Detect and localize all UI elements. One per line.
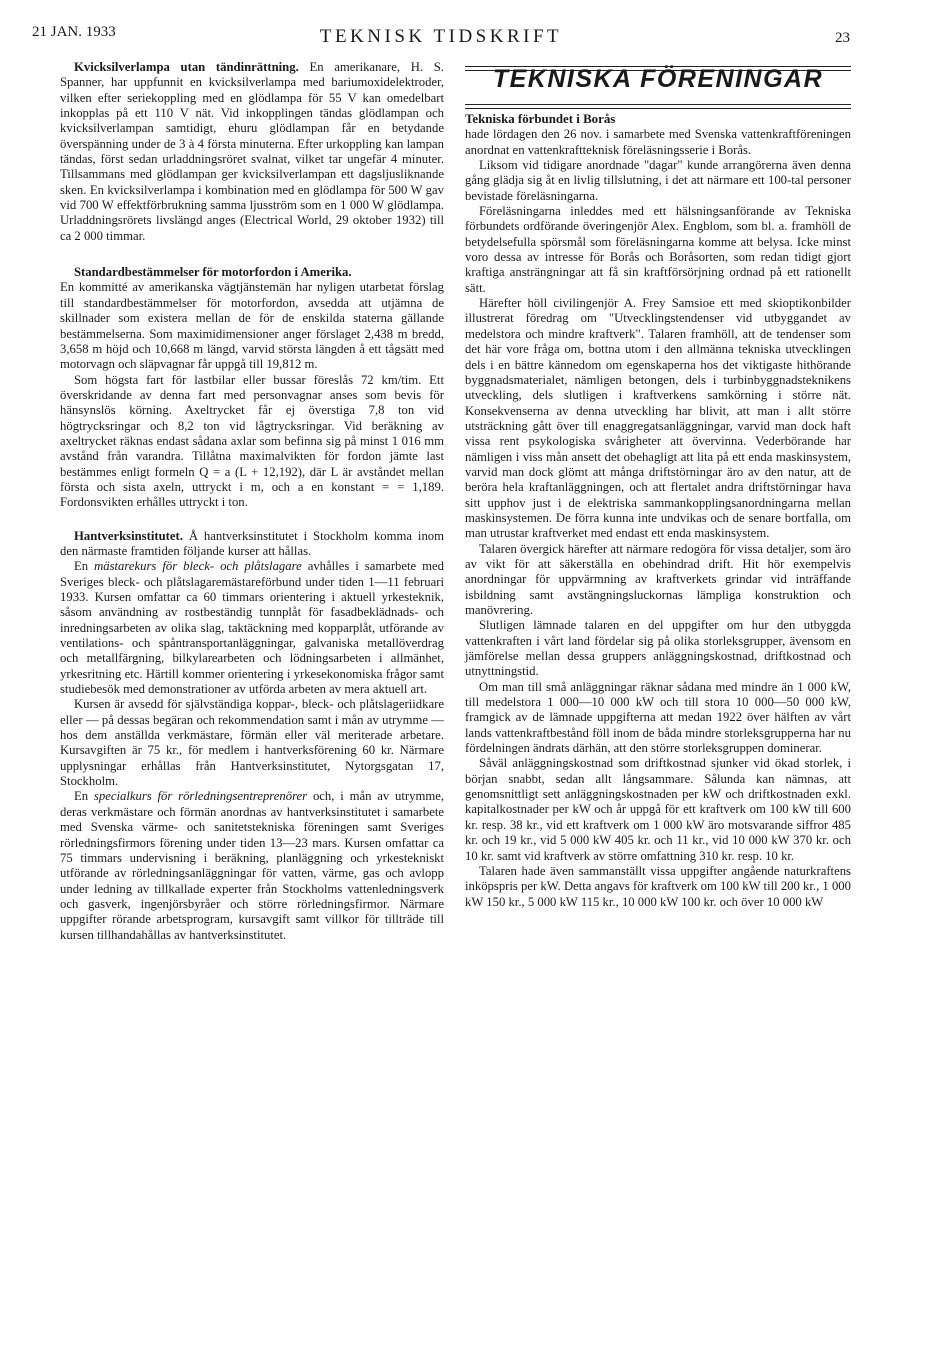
left-column (60, 60, 444, 943)
article-heading: Kvicksilverlampa utan tändinrättning. (74, 60, 299, 74)
article-heading: Hantverksinstitutet. (74, 528, 183, 543)
banner-rule (465, 108, 851, 109)
article-paragraph: Härefter höll civilingenjör A. Frey Samsioe ett med skioptikonbilder illustrerat föredrag om "Utvecklingstendenser vid utbyggandet av medelstora och mindre kraftverk". Talaren framhöll, att de tendenser som det här vore fråga om, bottna utom i den allmänna tekniska utvecklingen dels i en bättre kännedom om egenskaperna hos det viktigaste hithörande byggnadsmaterialet, nämligen betongen, dels i turbinbyggnadsteknikens utveckling, dels slutligen i kraftverkens samkörning i större nät. Konsekvenserna av denna utveckling har blivit, att man i allt större utsträckning gått över till enaggregatsanläggningar, varvid man dock haft vissa rent psykologiska svårigheter att övervinna. Vederbörande har nämligen i viss mån ansett det obehagligt att lita på ett enda maskinsystem, varvid man dock glömt att många driftstörningar äro av den natur, att de beröra hela kraftanläggningen, och att flertalet andra driftstörningar hava sitt upphov just i de elektriska sammankopplingsanordningarna mellan maskinsystemen. De förra kunna inte undvikas och de senare bortfalla, om man utrustar kraftverket med endast ett enda maskinsystem. (465, 296, 851, 541)
article-heading: Standardbestämmelser för motorfordon i Amerika. (74, 265, 352, 280)
article-standard (60, 265, 444, 511)
article-paragraph (60, 789, 444, 942)
paragraph-rest: och, i mån av utrymme, deras verkmästare och förmän anordnas av hantverksinstitutet i samarbete med Svenska värme- och sanitetstekniska föreningen samt Sveriges rörledningsfirmors förening under tiden 13—23 mars. Kursen omfattar ca 75 timmars undervisning i beräkning, planläggning och yrkestekniskt utförande av rörledningsanläggningar för vatten, värme, gas och avlopp under ledning av tillkallade experter från Stockholms vattenledningsverk och gasverk, ingenjörsbyråer och större rörledningsfirmor. Närmare uppgifter rörande arbetsprogram, kursavgift samt villkor för tillträde till kursen tillhandahållas av hantverksinstitutet. (60, 789, 444, 942)
article-intro (60, 529, 444, 560)
article-heading: Tekniska förbundet i Borås (465, 112, 616, 126)
article-body: En amerikanare, H. S. Spanner, har uppfunnit en kvicksilverlampa med bariumoxidelektroder, vilken efter seriekoppling med en glödlampa för 55 V kan omedelbart inkopplas på ett 110 V nät. Vid inkopplingen tändas glödlampan och kvicksilverlampan samtidigt, ehuru glödlampan får en betydande överspänning under de 3 à 4 första minuterna. Efter urkoppling kan lampan tändas, först sedan urladdningsröret svalnat, vilket tar ungefär 4 minuter. Tillsammans med glödlampan ger kvicksilverlampan ett dagsljusliknande sken. En kvicksilverlampa i kombination med en glödlampa för 500 W gav vid 700 W effektförbrukning samma ljusström som en 1 000 W glödlampa. Urladdningsrörets livslängd anges (Electrical World, 29 oktober 1932) till ca 2 000 timmar. (60, 60, 444, 243)
article-paragraph: hade lördagen den 26 nov. i samarbete med Svenska vattenkraftföreningen anordnat en vattenkraftteknisk föreläsningsserie i Borås. (465, 127, 851, 157)
article-body: Å hantverksinstitutet i Stockholm komma inom den närmaste framtiden följande kurser att hållas. (60, 528, 445, 558)
paragraph-lead: En (74, 789, 89, 804)
banner-rule (465, 104, 851, 105)
article-paragraph: Kursen är avsedd för självständiga koppar-, bleck- och plåtslageriidkare eller — på dessas begäran och rekommendation samt i mån av utrymme — hos dem anställda verkmästare, förmän eller väl meriterade arbetare. Kursavgiften är 75 kr., för medlem i hantverksförening 60 kr. Närmare upplysningar erhållas från Hantverksinstitutet, Nytorgsgatan 17, Stockholm. (60, 697, 444, 789)
article-paragraph: Talaren övergick härefter att närmare redogöra för vissa detaljer, som äro av vikt för att säkerställa en obehindrad drift. Hit hör exempelvis anordningar för uppvärmning av kraftverkets grindar vid inträffande isbildning samt avstängningsluckornas lämpliga konstruktion och manövrering. (465, 541, 851, 617)
article-hantverk (60, 529, 444, 943)
article-paragraph: Liksom vid tidigare anordnade "dagar" kunde arrangörerna även denna gång glädja sig åt en livlig tillslutning, i det att närmare ett 100-tal personer bevistade föreläsningarna. (465, 158, 851, 203)
page-header (32, 20, 850, 50)
article-kvicksilver (60, 60, 444, 244)
article-paragraph: Föreläsningarna inleddes med ett hälsningsanförande av Tekniska förbundets ordförande överingenjör Alex. Engblom, som bl. a. framhöll de betydelsefulla spörsmål som föreläsningarna komme att belysa. Icke minst voro dessa av intresse för Borås och Boråsorten, som redan tidigt gjort kraftiga ansträngningar att få sin kraftförsörjning ordnad på ett rationellt sätt. (465, 204, 851, 295)
article-paragraph (60, 559, 444, 697)
article-paragraph: Som högsta fart för lastbilar eller bussar föreslås 72 km/tim. Ett överskridande av denna fart med personvagnar anses som bevis för hänsynslös körning. Axeltrycket får ej överstiga 7,8 ton vid högtrycksringar och 8,2 ton vid lågtrycksringar. Vid beräkning av axeltrycket räknas endast sådana axlar som befinna sig på minst 1 016 mm avstånd från varandra. Tillåtna maximalvikten för fordon jämte last bestämmes enligt formeln Q = a (L + 12,192), där L är avståndet mellan första och sista axeln, uttryckt i m, och a en konstant = = 1,189. Fordonsvikten erhålles uttryckt i ton. (60, 372, 444, 510)
article-paragraph: Slutligen lämnade talaren en del uppgifter om hur den utbyggda vattenkraften i vårt land fördelar sig på olika storleksgrupper, ävensom en jämförelse mellan dessa gruppers anläggningskostnad, driftkostnad och utnyttningstid. (465, 618, 851, 679)
right-column (465, 64, 851, 910)
paragraph-rest: avhålles i samarbete med Sveriges bleck- och plåtslagaremästareförbund under tiden 1—11 februari 1933. Kursen omfattar ca 60 timmars orientering i aktuell yrkesteknik, såsom användning av rostbeständig tunnplåt för fasadbeklädnads- och inredningsarbeten av olika slag, taktäckning med kopparplåt, utförande av ventilations- och spåntransportanläggningar, galvaniska metallöverdrag och metallfärgning, bilkylarearbeten och lödningsarbeten i allmänhet, yrkesritning etc. Härtill kommer orientering i yrkesekonomiska frågor samt studiebesök med demonstrationer av utförda arbeten av mera aktuell art. (60, 559, 445, 697)
article-paragraph: Talaren hade även sammanställt vissa uppgifter angående naturkraftens inköpspris per kW. Detta angavs för kraftverk om 100 kW till 200 kr., 1 000 kW 150 kr., 5 000 kW 115 kr., 10 000 kW 100 kr. och över 10 000 kW (465, 863, 851, 909)
article-heading-line (60, 265, 444, 280)
course-name: specialkurs för rörledningsentreprenörer (93, 789, 308, 804)
article-paragraph: Såväl anläggningskostnad som driftkostnad sjunker vid ökad storlek, i början snabbt, sedan allt långsammare. Sålunda kan nämnas, att genomsnittligt sett anläggningskostnaden per kW och driftkostnaden exkl. kapitalkostnader per kW och år uppgå för ett kraftverk om 100 kW till 600 kr. resp. 38 kr., vid ett kraftverk om 1 000 kW äro motsvarande siffror 485 kr. och 19 kr., vid 5 000 kW 405 kr. och 11 kr., vid 10 000 kW 370 kr. och 10 kr. samt vid kraftverk av större omfattning 310 kr. resp. 10 kr. (465, 756, 851, 863)
course-name: mästarekurs för bleck- och plåtslagare (94, 559, 302, 574)
article-paragraph: Om man till små anläggningar räknar sådana med mindre än 1 000 kW, till medelstora 1 000—10 000 kW och till stora 10 000—50 000 kW, framgick av de lämnade uppgifterna att medan 1922 över hälften av vårt lands vattenkraftbestånd föll inom de båda mindre storleksgrupperna har nu fördelningen ändrats därhän, att den större storleksgruppen dominerar. (465, 679, 851, 756)
section-banner (465, 64, 851, 112)
page-number: 23 (835, 30, 850, 46)
paragraph-lead: En (74, 559, 89, 574)
journal-title: TEKNISK TIDSKRIFT (319, 26, 563, 47)
banner-title: TEKNISKA FÖRENINGAR (492, 65, 824, 93)
article-paragraph: En kommitté av amerikanska vägtjänstemän har nyligen utarbetat förslag till standardbestämmelser för motorfordon, avsedda att utjämna de skillnader som existera mellan de för de enskilda staterna gällande bestämmelserna. Som maximidimensioner anger förslaget 2,438 m bredd, 3,658 m höjd och 10,668 m längd, varvid största längden å ett tågsätt med motorvagn och släpvagnar får uppgå till 19,812 m. (60, 280, 444, 372)
issue-date: 21 JAN. 1933 (32, 24, 116, 40)
